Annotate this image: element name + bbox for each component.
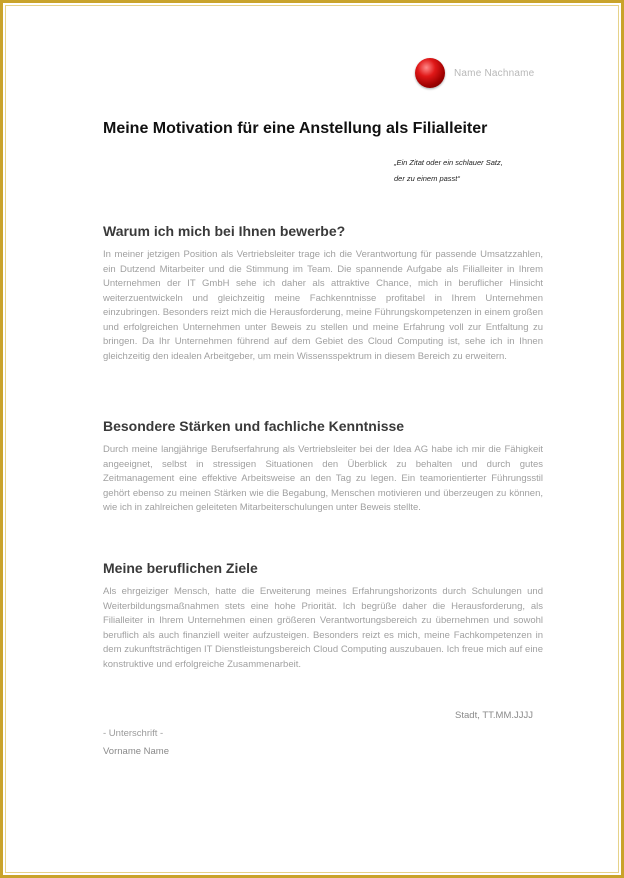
date-line: Stadt, TT.MM.JJJJ: [455, 710, 533, 721]
section-heading-ziele: Meine beruflichen Ziele: [103, 560, 258, 576]
logo-sphere-icon: [415, 58, 445, 88]
quote: „Ein Zitat oder ein schlauer Satz, der zu einem passt“: [394, 158, 503, 183]
section-body-warum: In meiner jetzigen Position als Vertriebsleiter trage ich die Verantwortung für passende Umsatzzahlen, ein Dutzend Mitarbeiter und die Stimmung im Team. Die spannende Aufgabe als Filialleiter in Ihrem Unternehmen der IT GmbH sehe ich daher als attraktive Chance, mich in beruflicher Hinsicht weiterzuentwickeln und gleichzeitig meine Fachkenntnisse profitabel in Ihrem Unternehmen einzubringen. Besonders reizt mich die Herausforderung, meine Führungskompetenzen in einem großen und erfolgreichen Unternehmen unter Beweis zu stellen und meine Erfahrung voll zur Entfaltung zu bringen. Da Ihr Unternehmen führend auf dem Gebiet des Cloud Computing ist, sehe ich in Ihnen gleichzeitig den idealen Arbeitgeber, um mein Wissensspektrum in diesem Bereich zu erweitern.: [103, 249, 543, 362]
header: [415, 58, 534, 88]
signature-label: - Unterschrift -: [103, 728, 164, 739]
section-body-ziele: Als ehrgeiziger Mensch, hatte die Erweiterung meines Erfahrungshorizonts durch Schulungen und Weiterbildungsmaßnahmen stets eine hohe Priorität. Ich begrüße daher die Herausforderung, als Filialleiter in Ihrem Unternehmen einen größeren Verantwortungsbereich zu übernehmen und sowohl beruflich als auch finanziell weiter aufzusteigen. Besonders reizt es mich, meine Fachkompetenzen in dem zukunftsträchtigen IT Dienstleistungsbereich Cloud Computing auszubauen. Ich freue mich auf eine konstruktive und erfolgreiche Zusammenarbeit.: [103, 586, 543, 670]
section-heading-warum: Warum ich mich bei Ihnen bewerbe?: [103, 223, 346, 239]
header-name: Name Nachname: [454, 67, 535, 79]
section-heading-staerken: Besondere Stärken und fachliche Kenntnisse: [103, 418, 405, 434]
signature-name: Vorname Name: [103, 746, 170, 757]
section-body-staerken: Durch meine langjährige Berufserfahrung als Vertriebsleiter bei der Idea AG habe ich mir die Fähigkeit angeeignet, selbst in stressigen Situationen den Überblick zu behalten und durch gutes Zeitmanagement eine effektive Arbeitsweise an den Tag zu legen. Ein teamorientierter Führungsstil gehört ebenso zu meinen Stärken wie die Begabung, Menschen motivieren und überzeugen zu können, wie ich in zahlreichen geleiteten Mitarbeiterschulungen unter Beweis stellte.: [103, 444, 543, 513]
page-title: Meine Motivation für eine Anstellung als Filialleiter: [103, 120, 488, 137]
